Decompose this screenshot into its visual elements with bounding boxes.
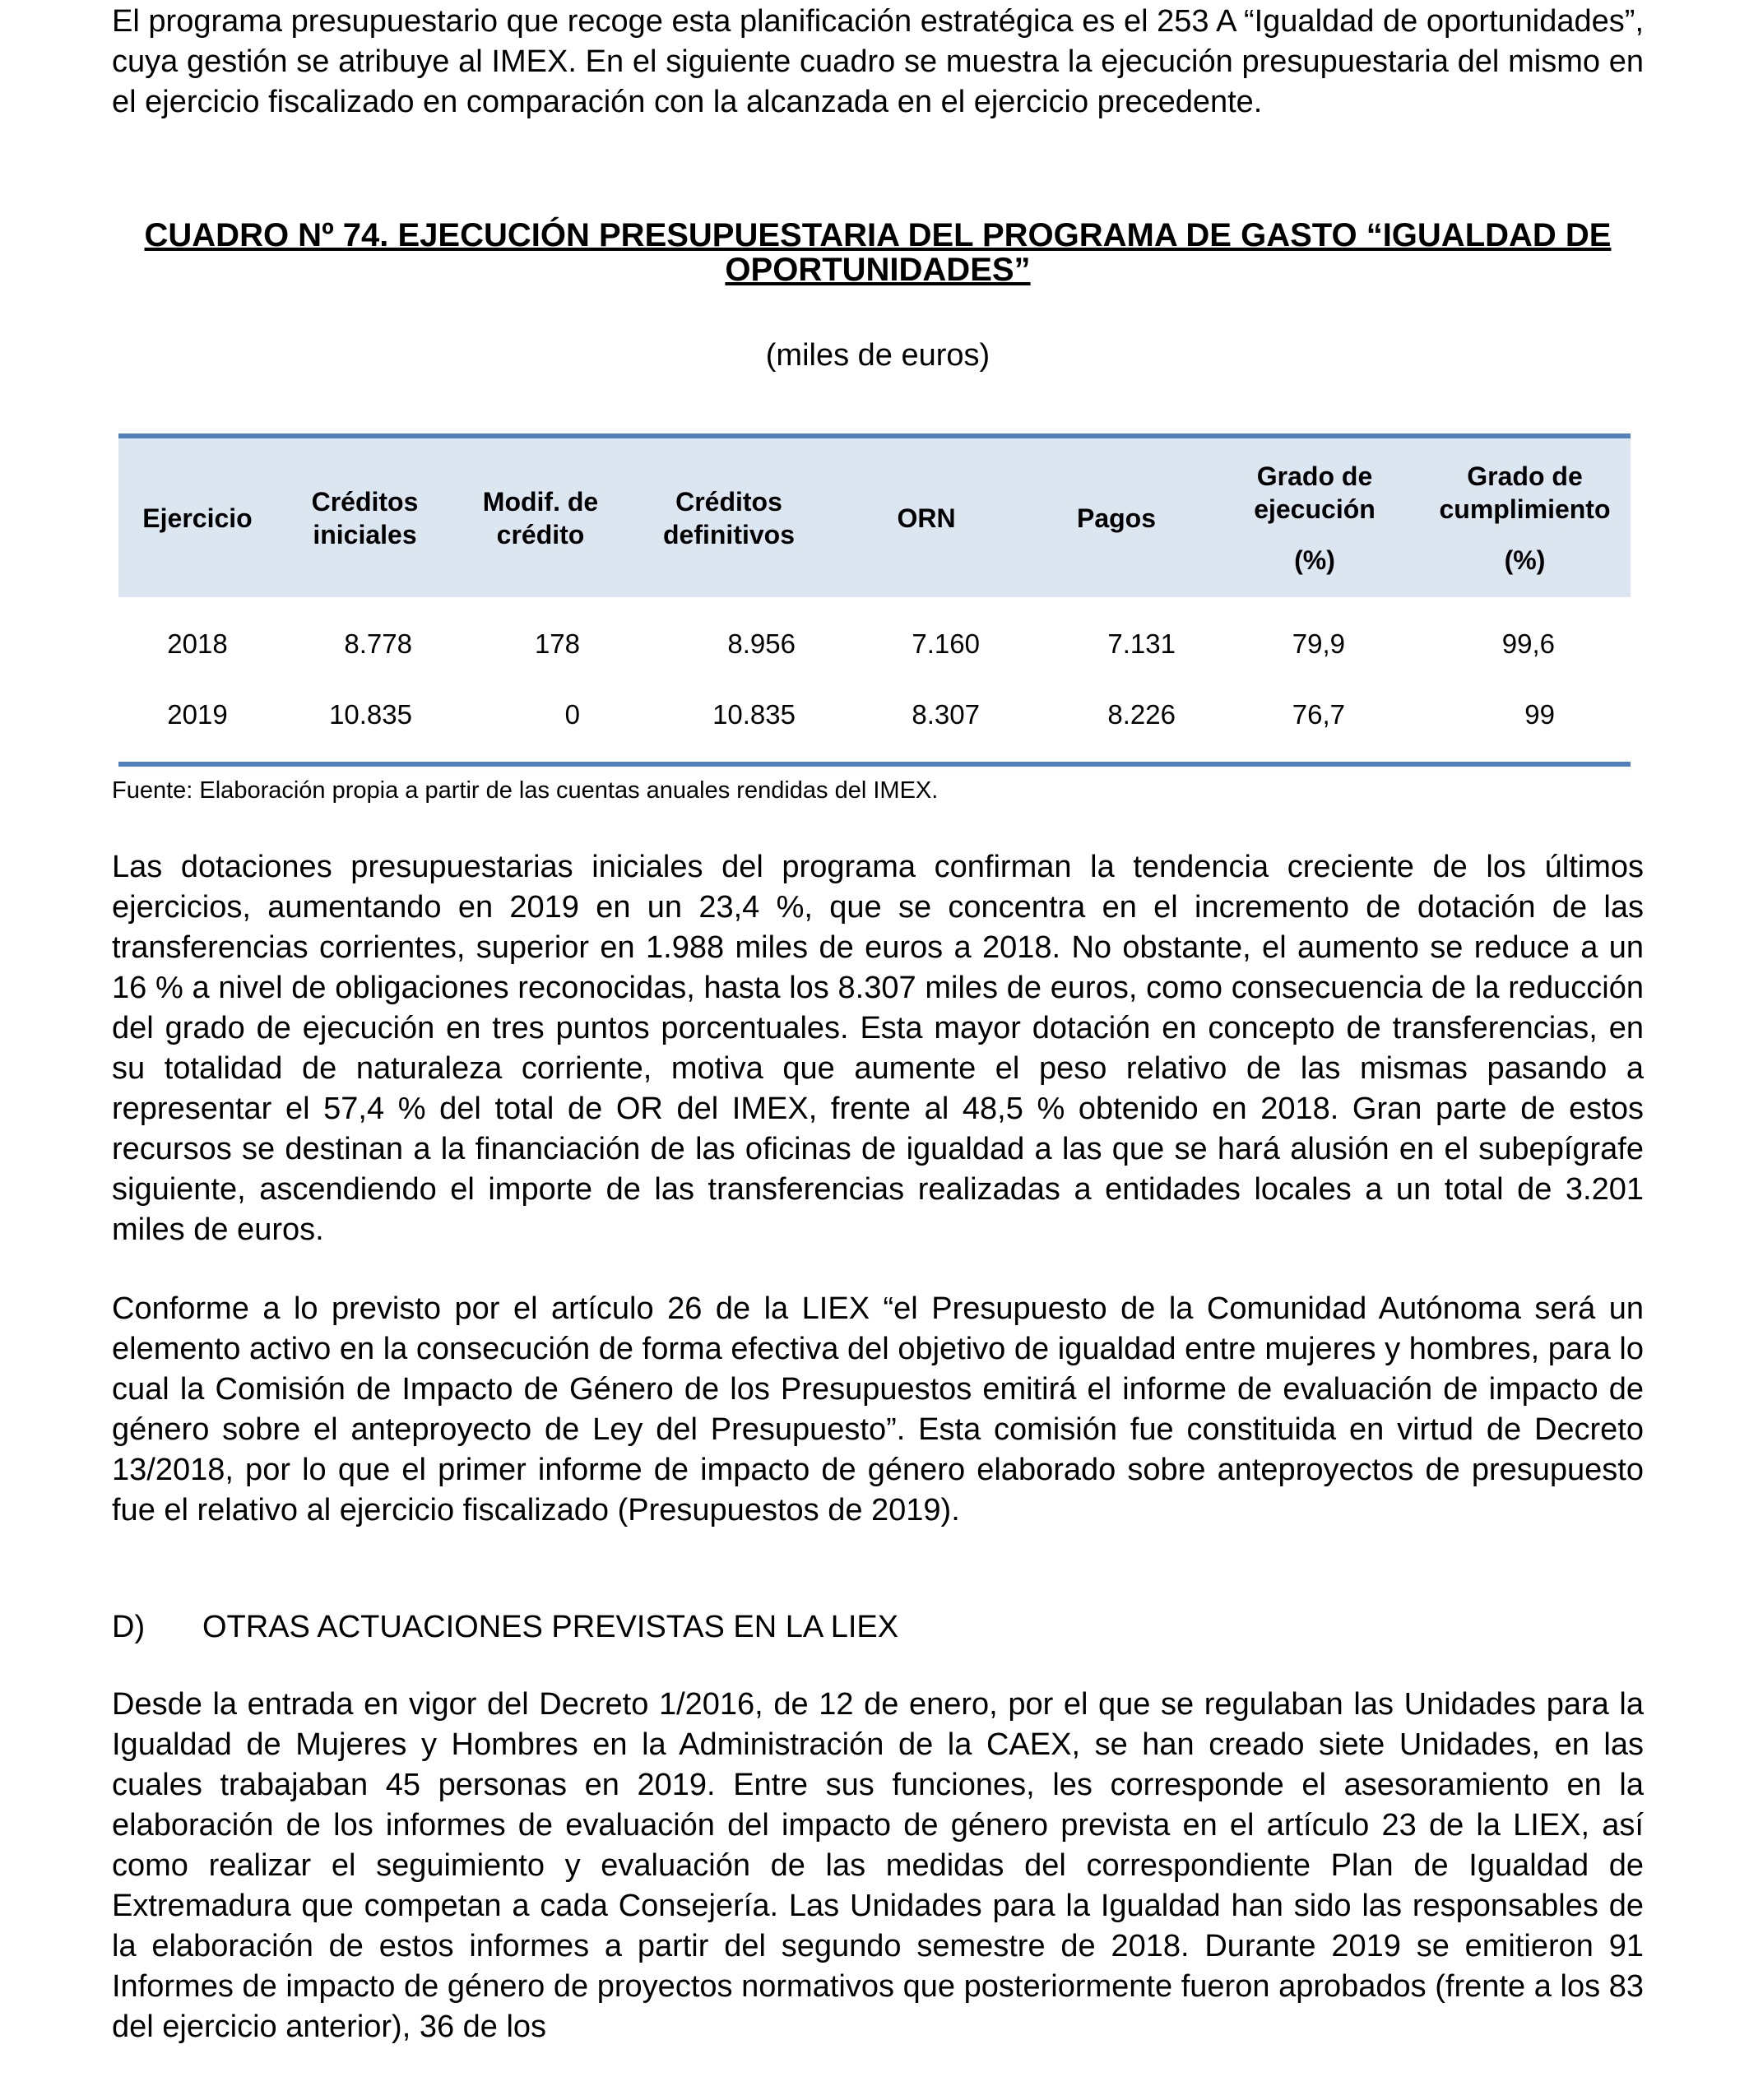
cell-ejercicio: 2018 [167, 628, 228, 659]
cell-modif-credito: 178 [534, 628, 580, 659]
header-pagos: Pagos [1076, 503, 1157, 533]
section-title: OTRAS ACTUACIONES PREVISTAS EN LA LIEX [202, 1610, 899, 1644]
header-creditos-iniciales: Créditos iniciales [311, 486, 419, 549]
intro-paragraph: El programa presupuestario que recoge esta planificación estratégica es el 253 A “Igualdad de oportunidades”, cuya gestión se atribuye al IMEX. En el siguiente cuadro se muestra la ejecución presupuestaria del mismo en el ejercicio fiscalizado en comparación con la alcanzada en el ejercicio precedente. [112, 4, 1644, 119]
table-row [118, 597, 1631, 679]
cell-creditos-definitivos: 10.835 [712, 699, 796, 730]
paragraph-dotaciones: Las dotaciones presupuestarias iniciales del programa confirman la tendencia creciente de los últimos ejercicios, aumentando en 2019 en un 23,4 %, que se concentra en el incremento de dotación de las transferencias corrientes, superior en 1.988 miles de euros a 2018. No obstante, el aumento se reduce a un 16 % a nivel de obligaciones reconocidas, hasta los 8.307 miles de euros, como consecuencia de la reducción del grado de ejecución en tres puntos porcentuales. Esta mayor dotación en concepto de transferencias, en su totalidad de naturaleza corriente, motiva que aumente el peso relativo de las mismas pasando a representar el 57,4 % del total de OR del IMEX, frente al 48,5 % obtenido en 2018. Gran parte de estos recursos se destinan a la financiación de las oficinas de igualdad a las que se hará alusión en el subepígrafe siguiente, ascendiendo el importe de las transferencias realizadas a entidades locales a un total de 3.201 miles de euros. [112, 850, 1644, 1247]
cell-pagos: 8.226 [1107, 699, 1176, 730]
table-source: Fuente: Elaboración propia a partir de las cuentas anuales rendidas del IMEX. [112, 777, 939, 804]
table-bottom-rule [118, 762, 1631, 767]
cell-ejercicio: 2019 [167, 699, 228, 730]
cell-grado-cumplimiento: 99 [1524, 699, 1555, 730]
header-grado-ejecucion: Grado de ejecución (%) [1210, 438, 1419, 597]
table-header-row [118, 438, 1631, 597]
paragraph-liex-article-26: Conforme a lo previsto por el artículo 26 de la LIEX “el Presupuesto de la Comunidad Autónoma será un elemento activo en la consecución de forma efectiva del objetivo de igualdad entre mujeres y hombres, para lo cual la Comisión de Impacto de Género de los Presupuestos emitirá el informe de evaluación de impacto de género sobre el anteproyecto de Ley del Presupuesto”. Esta comisión fue constituida en virtud de Decreto 13/2018, por lo que el primer informe de impacto de género elaborado sobre anteproyectos de presupuesto fue el relativo al ejercicio fiscalizado (Presupuestos de 2019). [112, 1291, 1644, 1527]
cell-creditos-definitivos: 8.956 [727, 628, 796, 659]
cell-modif-credito: 0 [564, 699, 580, 730]
cell-orn: 8.307 [912, 699, 980, 730]
header-ejercicio: Ejercicio [142, 503, 253, 533]
paragraph-unidades-igualdad: Desde la entrada en vigor del Decreto 1/2016, de 12 de enero, por el que se regulaban las Unidades para la Igualdad de Mujeres y Hombres en la Administración de la CAEX, se han creado siete Unidades, en las cuales trabajaban 45 personas en 2019. Entre sus funciones, les corresponde el asesoramiento en la elaboración de los informes de evaluación del impacto de género prevista en el artículo 23 de la LIEX, así como realizar el seguimiento y evaluación de las medidas del correspondiente Plan de Igualdad de Extremadura que competan a cada Consejería. Las Unidades para la Igualdad han sido las responsables de la elaboración de estos informes a partir del segundo semestre de 2018. Durante 2019 se emitieron 91 Informes de impacto de género de proyectos normativos que posteriormente fueron aprobados (frente a los 83 del ejercicio anterior), 36 de los [112, 1687, 1644, 2044]
header-creditos-definitivos: Créditos definitivos [662, 486, 795, 549]
cell-grado-ejecucion: 76,7 [1292, 699, 1345, 730]
header-unit: (%) [1504, 545, 1546, 575]
cell-grado-cumplimiento: 99,6 [1501, 628, 1555, 659]
section-heading [112, 1607, 898, 1648]
budget-table [118, 433, 1631, 767]
table-caption: CUADRO Nº 74. EJECUCIÓN PRESUPUESTARIA DEL PROGRAMA DE GASTO “IGUALDAD DE OPORTUNIDADES” [144, 217, 1612, 288]
cell-creditos-iniciales: 8.778 [344, 628, 412, 659]
table-units: (miles de euros) [765, 338, 990, 373]
cell-grado-ejecucion: 79,9 [1292, 628, 1345, 659]
header-grado-cumplimiento: Grado de cumplimiento (%) [1419, 438, 1631, 597]
cell-orn: 7.160 [912, 628, 980, 659]
table-row [118, 679, 1631, 762]
section-letter: D) [112, 1610, 146, 1644]
cell-pagos: 7.131 [1107, 628, 1176, 659]
budget-table-grid [118, 438, 1631, 762]
header-unit: (%) [1294, 545, 1335, 575]
header-modif-credito: Modif. de crédito [482, 486, 599, 549]
header-orn: ORN [897, 503, 956, 533]
cell-creditos-iniciales: 10.835 [329, 699, 412, 730]
